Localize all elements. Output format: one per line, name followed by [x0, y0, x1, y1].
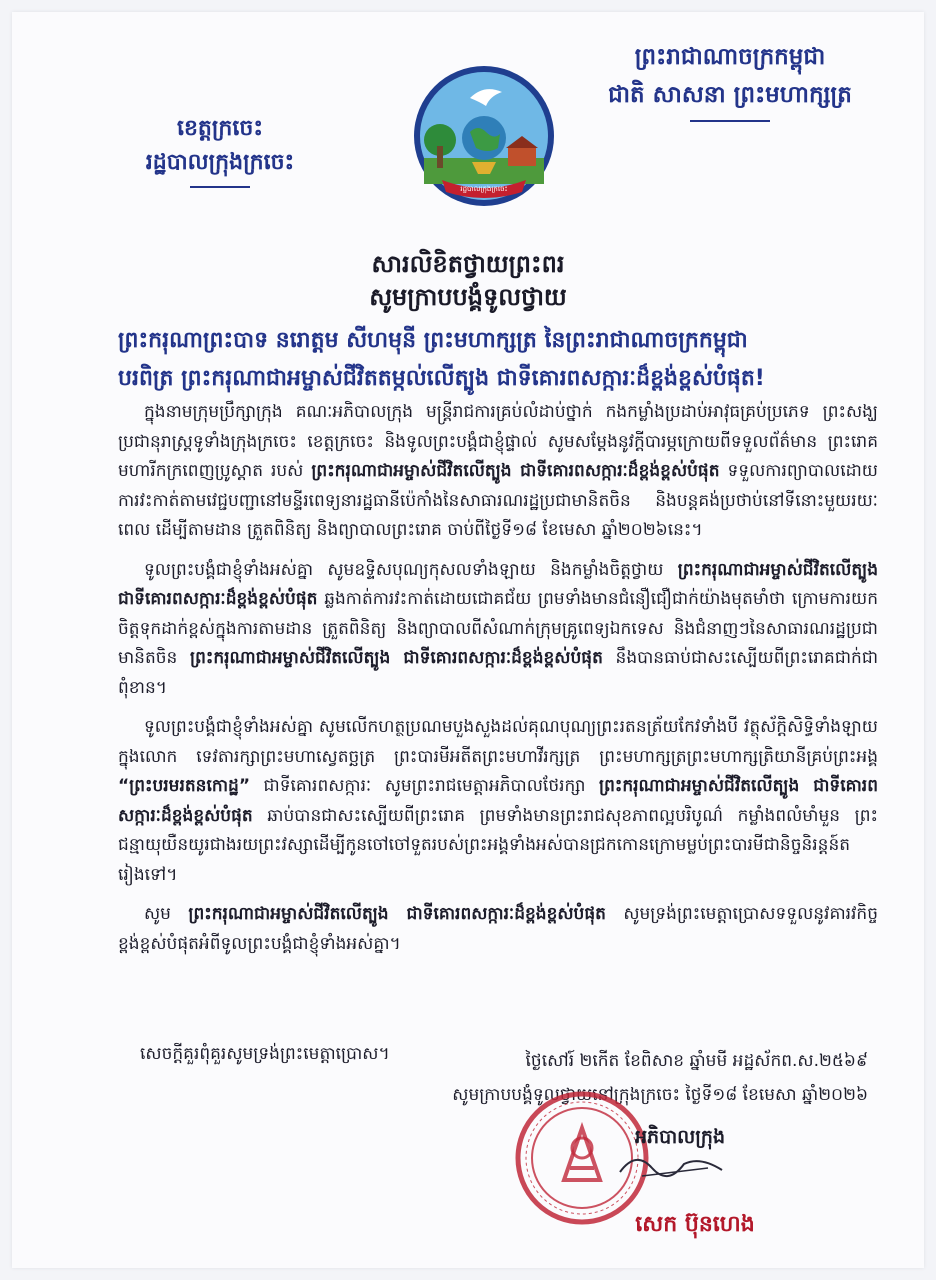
lunar-date: ថ្ងៃសៅរ៍ ២កើត ខែពិសាខ ឆ្នាំមមី អដ្ឋស័កព.ស.២៥៦៩: [525, 1051, 868, 1071]
closing-line: សេចក្តីគួរពុំគួរសូមទ្រង់ព្រះមេត្តាប្រោស។: [140, 1044, 390, 1064]
paragraph-4: សូម ព្រះករុណាជាអម្ចាស់ជីវិតលើត្បូង ជាទីគោរពសក្ការៈដ៏ខ្ពង់ខ្ពស់បំផុត សូមទ្រង់ព្រះមេត្តាប្រោសទទួលនូវគារវកិច្ចខ្ពង់ខ្ពស់បំផុតអំពីទូលព្រះបង្គំជាខ្ញុំទាំងអស់គ្នា។: [118, 904, 878, 954]
letter-title: [0, 248, 936, 314]
signatory-title: អភិបាលក្រុង: [634, 1126, 726, 1148]
paragraph-3: ទូលព្រះបង្គំជាខ្ញុំទាំងអស់គ្នា សូមលើកហត្ថប្រណមបួងសួងដល់គុណបុណ្យព្រះរតនត្រ័យកែវទាំងបី វត្ថុស័ក្តិសិទ្ធិទាំងឡាយក្នុងលោក ទេវតារក្សាព្រះមហាស្វេតច្ឆត្រ ព្រះបារមីអតីតព្រះមហាវីរក្សត្រ ព្រះមហាក្សត្រព្រះមហាក្សត្រិយានីគ្រប់ព្រះអង្គ “ព្រះបរមរតនកោដ្ឋ” ជាទីគោរពសក្ការៈ សូមព្រះរាជមេត្តាអភិបាលថែរក្សា ព្រះករុណាជាអម្ចាស់ជីវិតលើត្បូង ជាទីគោរពសក្ការៈដ៏ខ្ពង់ខ្ពស់បំផុត ឆាប់បានជាសះស្បើយពីព្រះរោគ ព្រមទាំងមានព្រះរាជសុខភាពល្អបរិបូណ៌ កម្លាំងពលំមាំមួន ព្រះជន្មាយុយឺនយូរជាងរយព្រះវស្សាដើម្បីកូនចៅចៅទួតរបស់ព្រះអង្គទាំងអស់បានជ្រកកោនក្រោមម្លប់ព្រះបារមីជានិច្ចនិរន្តន៍តរៀងទៅ។: [118, 717, 878, 885]
paragraph-2: ទូលព្រះបង្គំជាខ្ញុំទាំងអស់គ្នា សូមឧទ្ទិសបុណ្យកុសលទាំងឡាយ និងកម្លាំងចិត្តថ្វាយ ព្រះករុណាជាអម្ចាស់ជីវិតលើត្បូង ជាទីគោរពសក្ការៈដ៏ខ្ពង់ខ្ពស់បំផុត ឆ្លងកាត់ការវះកាត់ដោយជោគជ័យ ព្រមទាំងមានជំនឿជឿជាក់យ៉ាងមុតមាំថា ក្រោមការយកចិត្តទុកដាក់ខ្ពស់ក្នុងការតាមដាន ត្រួតពិនិត្យ និងព្យាបាលពីសំណាក់ក្រុមគ្រូពេទ្យឯកទេស និងជំនាញៗនៃសាធារណរដ្ឋប្រជាមានិតចិន ព្រះករុណាជាអម្ចាស់ជីវិតលើត្បូង ជាទីគោរពសក្ការៈដ៏ខ្ពង់ខ្ពស់បំផុត នឹងបានធាប់ជាសះស្បើយពីព្រះរោគជាក់ជាពុំខាន។: [118, 559, 878, 698]
motto-separator: [690, 120, 770, 122]
title-line-1: សារលិខិតថ្វាយព្រះពរ: [371, 250, 565, 278]
issuer-header: [120, 112, 320, 188]
title-line-2: សូមក្រាបបង្គំទូលថ្វាយ: [369, 283, 567, 311]
administration-emblem-logo: [410, 62, 558, 210]
kingdom-motto-header: [565, 38, 895, 122]
addressee-line-1: ព្រះករុណាព្រះបាទ នរោត្តម សីហមុនី ព្រះមហាក្សត្រ នៃព្រះរាជាណាចក្រកម្ពុជា: [118, 328, 748, 353]
addressee-heading: [118, 322, 878, 398]
paragraph-1: ក្នុងនាមក្រុមប្រឹក្សាក្រុង គណៈអភិបាលក្រុង មន្ត្រីរាជការគ្រប់លំដាប់ថ្នាក់ កងកម្លាំងប្រដាប់អាវុធគ្រប់ប្រភេទ ព្រះសង្ឃ ប្រជានុរាស្ត្រទូទាំងក្រុងក្រចេះ ខេត្តក្រចេះ និងទូលព្រះបង្គំជាខ្ញុំផ្ទាល់ សូមសម្តែងនូវក្តីបារម្ភក្រោយពីទទួលព័ត៌មាន ព្រះរោគមហារីកក្រពេញប្រូស្តាត របស់ ព្រះករុណាជាអម្ចាស់ជីវិតលើត្បូង ជាទីគោរពសក្ការៈដ៏ខ្ពង់ខ្ពស់បំផុត ទទួលការព្យាបាលដោយការវះកាត់តាមវេជ្ជបញ្ជានៅមន្ទីរពេទ្យនារដ្ឋធានីប៉េកាំងនៃសាធារណរដ្ឋប្រជាមានិតចិន និងបន្តគង់ប្រថាប់នៅទីនោះមួយរយៈពេល ដើម្បីតាមដាន ត្រួតពិនិត្យ និងព្យាបាលព្រះរោគ ចាប់ពីថ្ងៃទី១៨ ខែមេសា ឆ្នាំ២០២៦នេះ។: [118, 402, 878, 540]
header-separator: [190, 186, 250, 188]
addressee-line-2: បរពិត្រ ព្រះករុណាជាអម្ចាស់ជីវិតតម្កល់លើត្បូង ជាទីគោរពសក្ការៈដ៏ខ្ពង់ខ្ពស់បំផុត!: [118, 366, 765, 391]
administration-name: រដ្ឋបាលក្រុងក្រចេះ: [145, 150, 295, 175]
province-name: ខេត្តក្រចេះ: [176, 116, 264, 141]
signatory-name: សេក ប៊ុនហេង: [635, 1212, 755, 1237]
handwritten-signature: [612, 1146, 732, 1186]
solar-date-place: សូមក្រាបបង្គំទូលថ្វាយនៅក្រុងក្រចេះ ថ្ងៃទី១៨ ខែមេសា ឆ្នាំ២០២៦: [452, 1085, 868, 1105]
national-motto: ជាតិ សាសនា ព្រះមហាក្សត្រ: [608, 82, 852, 108]
kingdom-name: ព្រះរាជាណាចក្រកម្ពុជា: [634, 44, 826, 70]
letter-body: [118, 398, 878, 969]
emblem-ribbon-text: រដ្ឋបាលក្រុងក្រចេះ: [460, 185, 508, 193]
